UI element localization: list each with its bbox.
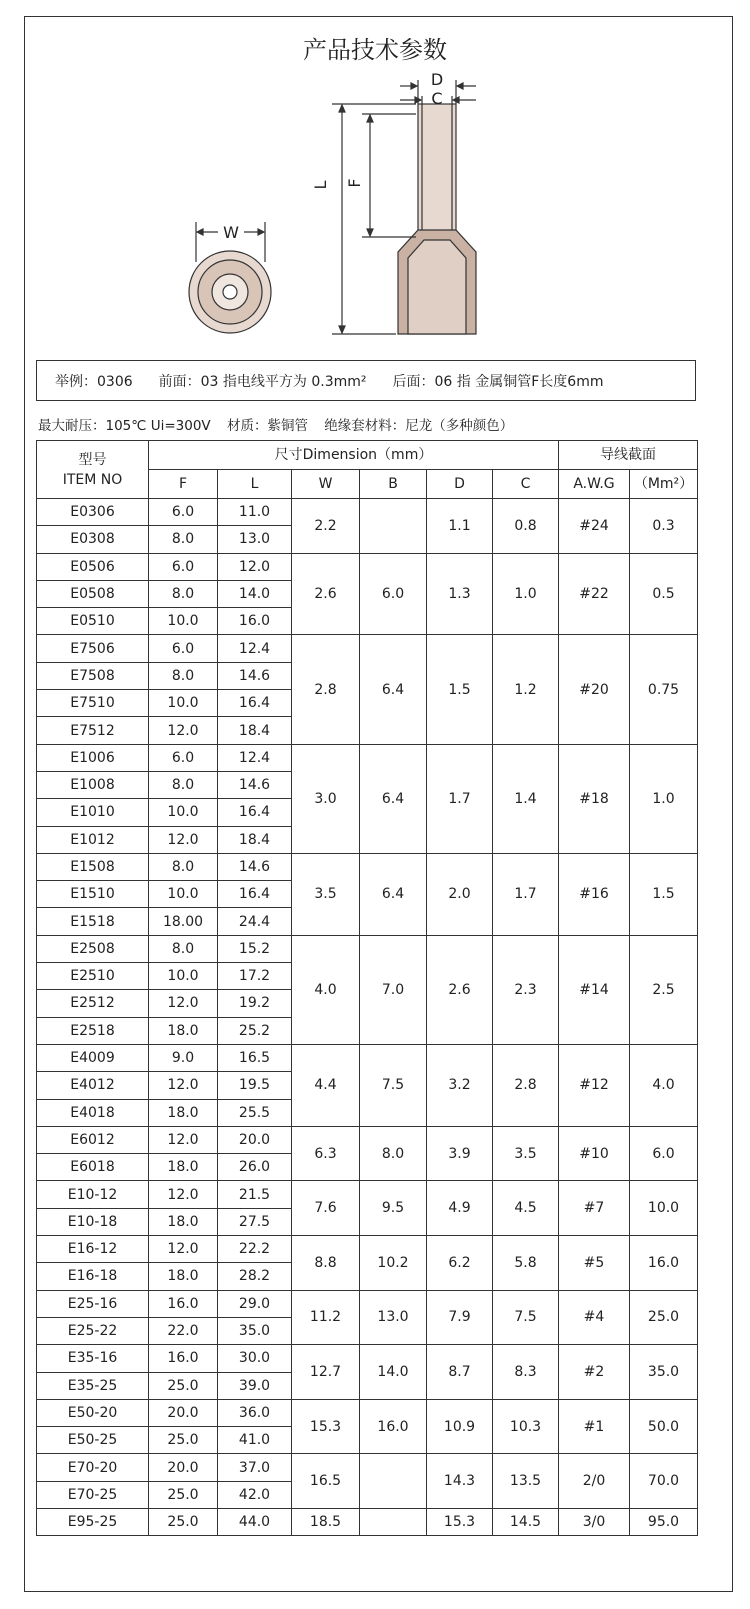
l-cell: 12.4 <box>218 744 292 771</box>
l-cell: 22.2 <box>218 1236 292 1263</box>
f-cell: 6.0 <box>149 744 218 771</box>
b-cell: 6.4 <box>360 635 427 744</box>
b-cell <box>360 499 427 554</box>
c-label: C <box>431 89 443 108</box>
l-cell: 42.0 <box>218 1481 292 1508</box>
table-row <box>37 1345 698 1372</box>
mm2-cell: 0.3 <box>630 499 698 554</box>
awg-cell: #4 <box>559 1290 630 1345</box>
example-box <box>36 360 696 401</box>
mm2-cell: 10.0 <box>630 1181 698 1236</box>
l-cell: 12.4 <box>218 635 292 662</box>
item-no-cell: E25-16 <box>37 1290 149 1317</box>
f-cell: 9.0 <box>149 1044 218 1071</box>
c-cell: 0.8 <box>493 499 559 554</box>
f-cell: 18.0 <box>149 1208 218 1235</box>
f-cell: 10.0 <box>149 963 218 990</box>
awg-cell: #2 <box>559 1345 630 1400</box>
l-cell: 44.0 <box>218 1508 292 1535</box>
b-cell: 6.0 <box>360 553 427 635</box>
f-cell: 16.0 <box>149 1345 218 1372</box>
d-cell: 3.2 <box>427 1044 493 1126</box>
b-cell: 6.4 <box>360 853 427 935</box>
f-cell: 10.0 <box>149 690 218 717</box>
item-no-cell: E2508 <box>37 935 149 962</box>
l-cell: 19.2 <box>218 990 292 1017</box>
f-cell: 8.0 <box>149 580 218 607</box>
item-no-cell: E7508 <box>37 662 149 689</box>
f-cell: 6.0 <box>149 553 218 580</box>
item-no-cell: E1006 <box>37 744 149 771</box>
item-no-cell: E50-25 <box>37 1427 149 1454</box>
c-cell: 8.3 <box>493 1345 559 1400</box>
table-row <box>37 1508 698 1535</box>
w-label: W <box>223 223 239 242</box>
l-cell: 37.0 <box>218 1454 292 1481</box>
awg-cell: #18 <box>559 744 630 853</box>
w-cell: 2.8 <box>292 635 360 744</box>
terminal-diagram <box>0 0 750 360</box>
b-cell: 7.0 <box>360 935 427 1044</box>
awg-cell: #5 <box>559 1236 630 1291</box>
mm2-cell: 25.0 <box>630 1290 698 1345</box>
l-cell: 29.0 <box>218 1290 292 1317</box>
item-no-cell: E7512 <box>37 717 149 744</box>
mm2-cell: 6.0 <box>630 1126 698 1181</box>
l-cell: 25.2 <box>218 1017 292 1044</box>
item-no-cell: E16-12 <box>37 1236 149 1263</box>
awg-cell: #1 <box>559 1399 630 1454</box>
f-cell: 12.0 <box>149 1072 218 1099</box>
f-cell: 22.0 <box>149 1317 218 1344</box>
table-row <box>37 935 698 962</box>
item-no-cell: E0506 <box>37 553 149 580</box>
f-cell: 25.0 <box>149 1508 218 1535</box>
insulation-note: 绝缘套材料：尼龙（多种颜色） <box>324 418 514 434</box>
item-no-cell: E1008 <box>37 771 149 798</box>
item-no-cell: E2518 <box>37 1017 149 1044</box>
f-cell: 20.0 <box>149 1454 218 1481</box>
c-cell: 2.3 <box>493 935 559 1044</box>
l-cell: 16.4 <box>218 799 292 826</box>
f-cell: 12.0 <box>149 1236 218 1263</box>
f-cell: 18.0 <box>149 1099 218 1126</box>
l-cell: 13.0 <box>218 526 292 553</box>
w-cell: 4.0 <box>292 935 360 1044</box>
table-row <box>37 553 698 580</box>
item-no-cell: E6012 <box>37 1126 149 1153</box>
l-cell: 14.6 <box>218 853 292 880</box>
mm2-cell: 35.0 <box>630 1345 698 1400</box>
w-cell: 15.3 <box>292 1399 360 1454</box>
item-no-cell: E1010 <box>37 799 149 826</box>
model-header: 型号 ITEM NO <box>37 441 149 499</box>
l-cell: 16.0 <box>218 608 292 635</box>
f-cell: 12.0 <box>149 1126 218 1153</box>
d-cell: 1.7 <box>427 744 493 853</box>
b-cell: 7.5 <box>360 1044 427 1126</box>
w-cell: 4.4 <box>292 1044 360 1126</box>
table-row <box>37 744 698 771</box>
l-cell: 15.2 <box>218 935 292 962</box>
c-cell: 1.4 <box>493 744 559 853</box>
c-cell: 13.5 <box>493 1454 559 1509</box>
c-cell: 1.7 <box>493 853 559 935</box>
w-cell: 7.6 <box>292 1181 360 1236</box>
l-cell: 20.0 <box>218 1126 292 1153</box>
d-cell: 6.2 <box>427 1236 493 1291</box>
l-header: L <box>218 470 292 499</box>
l-cell: 39.0 <box>218 1372 292 1399</box>
example-part: 举例：0306 <box>55 373 133 390</box>
d-cell: 1.5 <box>427 635 493 744</box>
item-no-cell: E1012 <box>37 826 149 853</box>
item-no-cell: E16-18 <box>37 1263 149 1290</box>
d-header: D <box>427 470 493 499</box>
item-no-cell: E10-18 <box>37 1208 149 1235</box>
l-cell: 14.0 <box>218 580 292 607</box>
l-cell: 14.6 <box>218 771 292 798</box>
l-cell: 16.4 <box>218 881 292 908</box>
l-cell: 18.4 <box>218 826 292 853</box>
spec-notes <box>38 414 525 434</box>
item-no-cell: E35-16 <box>37 1345 149 1372</box>
l-cell: 21.5 <box>218 1181 292 1208</box>
c-cell: 5.8 <box>493 1236 559 1291</box>
w-cell: 11.2 <box>292 1290 360 1345</box>
item-no-cell: E1510 <box>37 881 149 908</box>
c-cell: 7.5 <box>493 1290 559 1345</box>
d-cell: 10.9 <box>427 1399 493 1454</box>
b-cell: 6.4 <box>360 744 427 853</box>
item-no-cell: E0306 <box>37 499 149 526</box>
table-row <box>37 1044 698 1071</box>
f-cell: 8.0 <box>149 935 218 962</box>
awg-cell: #10 <box>559 1126 630 1181</box>
f-cell: 12.0 <box>149 717 218 744</box>
header-row-1 <box>37 441 698 470</box>
awg-cell: 3/0 <box>559 1508 630 1535</box>
b-header: B <box>360 470 427 499</box>
b-cell: 10.2 <box>360 1236 427 1291</box>
f-cell: 25.0 <box>149 1427 218 1454</box>
f-cell: 10.0 <box>149 608 218 635</box>
w-cell: 6.3 <box>292 1126 360 1181</box>
mm2-cell: 0.75 <box>630 635 698 744</box>
l-cell: 26.0 <box>218 1154 292 1181</box>
item-no-cell: E35-25 <box>37 1372 149 1399</box>
c-cell: 10.3 <box>493 1399 559 1454</box>
c-cell: 1.2 <box>493 635 559 744</box>
c-cell: 2.8 <box>493 1044 559 1126</box>
b-cell: 16.0 <box>360 1399 427 1454</box>
table-row <box>37 853 698 880</box>
mm2-cell: 70.0 <box>630 1454 698 1509</box>
b-cell: 13.0 <box>360 1290 427 1345</box>
item-no-cell: E1518 <box>37 908 149 935</box>
f-cell: 25.0 <box>149 1372 218 1399</box>
item-no-cell: E10-12 <box>37 1181 149 1208</box>
f-cell: 8.0 <box>149 662 218 689</box>
item-no-cell: E70-20 <box>37 1454 149 1481</box>
d-cell: 2.0 <box>427 853 493 935</box>
l-cell: 24.4 <box>218 908 292 935</box>
l-cell: 16.5 <box>218 1044 292 1071</box>
l-cell: 36.0 <box>218 1399 292 1426</box>
mm2-cell: 50.0 <box>630 1399 698 1454</box>
l-cell: 19.5 <box>218 1072 292 1099</box>
d-cell: 15.3 <box>427 1508 493 1535</box>
l-cell: 11.0 <box>218 499 292 526</box>
item-no-cell: E7506 <box>37 635 149 662</box>
mm2-cell: 16.0 <box>630 1236 698 1291</box>
d-cell: 8.7 <box>427 1345 493 1400</box>
item-no-cell: E0510 <box>37 608 149 635</box>
item-no-cell: E95-25 <box>37 1508 149 1535</box>
l-cell: 30.0 <box>218 1345 292 1372</box>
awg-cell: #14 <box>559 935 630 1044</box>
material-note: 材质：紫铜管 <box>226 418 308 434</box>
item-no-cell: E4018 <box>37 1099 149 1126</box>
b-cell <box>360 1454 427 1509</box>
awg-header: A.W.G <box>559 470 630 499</box>
c-cell: 3.5 <box>493 1126 559 1181</box>
d-cell: 2.6 <box>427 935 493 1044</box>
mm2-cell: 0.5 <box>630 553 698 635</box>
mm2-cell: 4.0 <box>630 1044 698 1126</box>
f-cell: 6.0 <box>149 635 218 662</box>
d-cell: 4.9 <box>427 1181 493 1236</box>
item-no-cell: E4009 <box>37 1044 149 1071</box>
awg-cell: #7 <box>559 1181 630 1236</box>
item-no-cell: E25-22 <box>37 1317 149 1344</box>
item-no-cell: E2512 <box>37 990 149 1017</box>
w-cell: 2.6 <box>292 553 360 635</box>
l-cell: 12.0 <box>218 553 292 580</box>
spec-table-body <box>37 499 698 1536</box>
awg-cell: #24 <box>559 499 630 554</box>
f-cell: 20.0 <box>149 1399 218 1426</box>
w-cell: 16.5 <box>292 1454 360 1509</box>
w-cell: 18.5 <box>292 1508 360 1535</box>
f-cell: 18.0 <box>149 1017 218 1044</box>
item-no-cell: E2510 <box>37 963 149 990</box>
l-cell: 18.4 <box>218 717 292 744</box>
d-cell: 14.3 <box>427 1454 493 1509</box>
w-header: W <box>292 470 360 499</box>
f-cell: 10.0 <box>149 799 218 826</box>
w-cell: 3.0 <box>292 744 360 853</box>
d-cell: 3.9 <box>427 1126 493 1181</box>
f-cell: 18.0 <box>149 1263 218 1290</box>
f-cell: 8.0 <box>149 853 218 880</box>
d-cell: 1.1 <box>427 499 493 554</box>
table-row <box>37 1290 698 1317</box>
b-cell: 8.0 <box>360 1126 427 1181</box>
mm2-cell: 1.0 <box>630 744 698 853</box>
l-cell: 25.5 <box>218 1099 292 1126</box>
item-no-cell: E4012 <box>37 1072 149 1099</box>
wire-section-header: 导线截面 <box>559 441 698 470</box>
w-cell: 2.2 <box>292 499 360 554</box>
awg-cell: #12 <box>559 1044 630 1126</box>
c-cell: 1.0 <box>493 553 559 635</box>
b-cell <box>360 1508 427 1535</box>
b-cell: 9.5 <box>360 1181 427 1236</box>
table-row <box>37 1126 698 1153</box>
l-cell: 14.6 <box>218 662 292 689</box>
mm2-cell: 2.5 <box>630 935 698 1044</box>
f-label: F <box>345 178 364 188</box>
f-cell: 12.0 <box>149 1181 218 1208</box>
f-cell: 6.0 <box>149 499 218 526</box>
l-cell: 16.4 <box>218 690 292 717</box>
mm2-header: （Mm²） <box>630 470 698 499</box>
awg-cell: #20 <box>559 635 630 744</box>
table-row <box>37 1181 698 1208</box>
l-cell: 17.2 <box>218 963 292 990</box>
example-back: 后面：06 指 金属铜管F长度6mm <box>392 373 604 390</box>
table-row <box>37 1236 698 1263</box>
f-cell: 12.0 <box>149 990 218 1017</box>
item-no-cell: E0308 <box>37 526 149 553</box>
item-no-cell: E6018 <box>37 1154 149 1181</box>
w-cell: 8.8 <box>292 1236 360 1291</box>
item-no-cell: E7510 <box>37 690 149 717</box>
d-label: D <box>430 70 444 89</box>
awg-cell: #22 <box>559 553 630 635</box>
mm2-cell: 95.0 <box>630 1508 698 1535</box>
item-no-cell: E0508 <box>37 580 149 607</box>
l-cell: 27.5 <box>218 1208 292 1235</box>
table-row <box>37 1399 698 1426</box>
f-cell: 8.0 <box>149 526 218 553</box>
mm2-cell: 1.5 <box>630 853 698 935</box>
c-cell: 4.5 <box>493 1181 559 1236</box>
c-cell: 14.5 <box>493 1508 559 1535</box>
table-row <box>37 1454 698 1481</box>
f-cell: 25.0 <box>149 1481 218 1508</box>
c-header: C <box>493 470 559 499</box>
d-cell: 7.9 <box>427 1290 493 1345</box>
l-cell: 41.0 <box>218 1427 292 1454</box>
voltage-note: 最大耐压：105℃ Ui=300V <box>38 418 211 434</box>
f-header: F <box>149 470 218 499</box>
f-cell: 18.00 <box>149 908 218 935</box>
f-cell: 12.0 <box>149 826 218 853</box>
l-cell: 28.2 <box>218 1263 292 1290</box>
table-row <box>37 499 698 526</box>
dimension-header: 尺寸Dimension（mm） <box>149 441 559 470</box>
b-cell: 14.0 <box>360 1345 427 1400</box>
d-cell: 1.3 <box>427 553 493 635</box>
item-no-cell: E70-25 <box>37 1481 149 1508</box>
item-no-cell: E50-20 <box>37 1399 149 1426</box>
f-cell: 8.0 <box>149 771 218 798</box>
awg-cell: 2/0 <box>559 1454 630 1509</box>
w-cell: 3.5 <box>292 853 360 935</box>
table-row <box>37 635 698 662</box>
spec-table <box>36 440 698 1536</box>
f-cell: 16.0 <box>149 1290 218 1317</box>
l-label: L <box>311 180 330 190</box>
l-cell: 35.0 <box>218 1317 292 1344</box>
w-cell: 12.7 <box>292 1345 360 1400</box>
awg-cell: #16 <box>559 853 630 935</box>
example-front: 前面：03 指电线平方为 0.3mm² <box>158 373 367 390</box>
page-title: 产品技术参数 <box>303 36 447 64</box>
f-cell: 10.0 <box>149 881 218 908</box>
item-no-cell: E1508 <box>37 853 149 880</box>
f-cell: 18.0 <box>149 1154 218 1181</box>
